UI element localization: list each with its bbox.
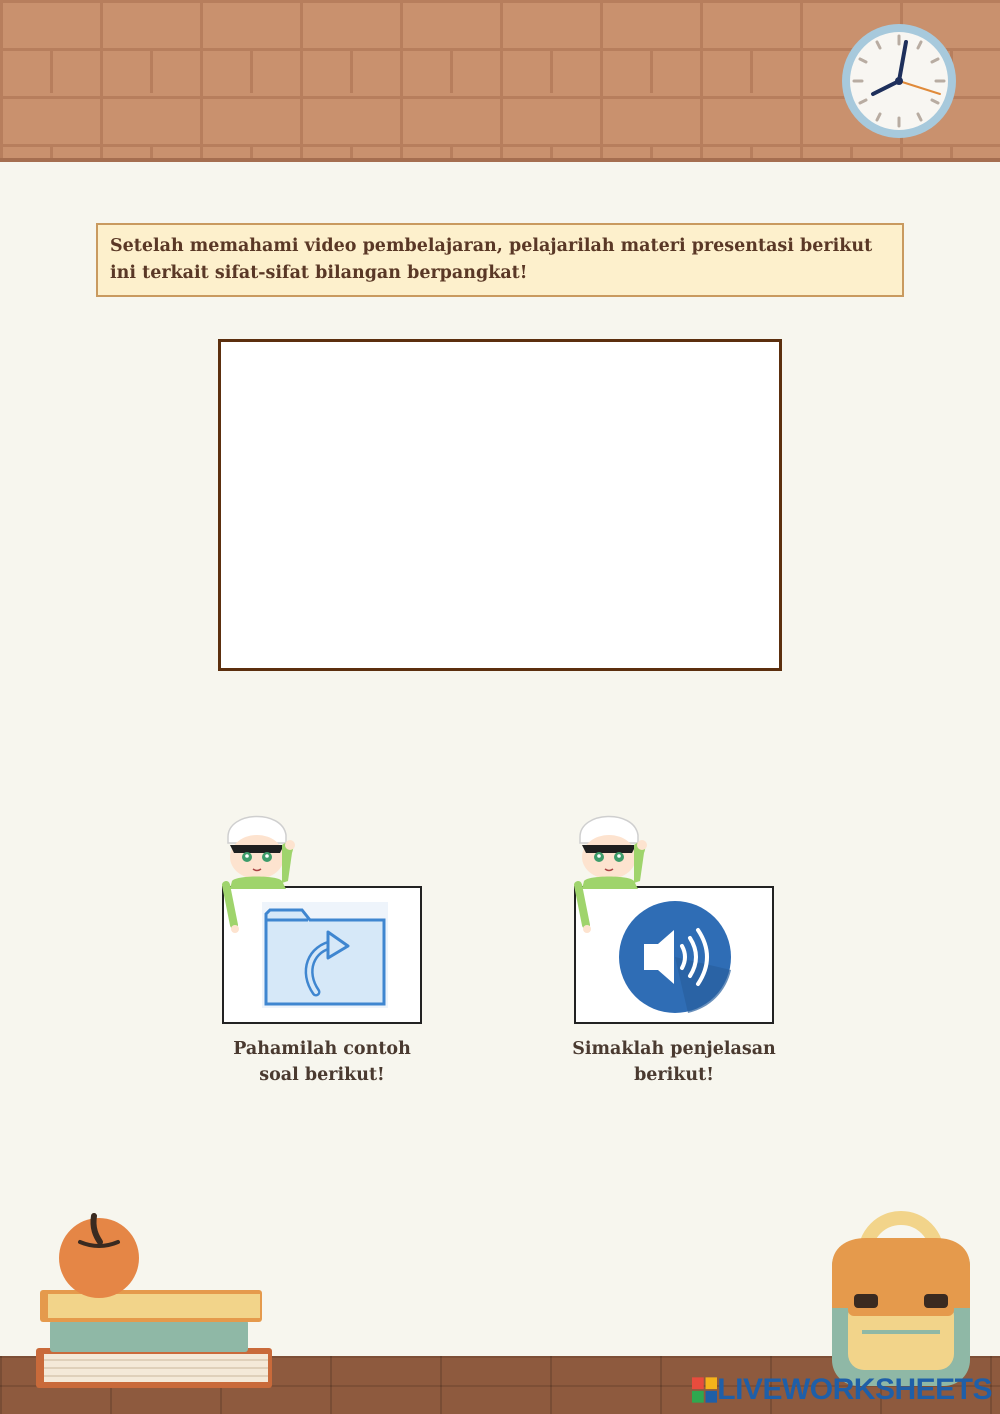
presentation-embed-frame[interactable] (218, 339, 782, 671)
boy-character-illustration (220, 805, 298, 935)
brick-row (0, 144, 1000, 162)
audio-explanation-card-group (570, 805, 790, 1115)
backpack-illustration (826, 1200, 976, 1390)
audio-explanation-caption: Simaklah penjelasan berikut! (572, 1039, 776, 1085)
watermark-text: LIVEWORKSHEETS (717, 1373, 992, 1406)
brick-wall-header (0, 0, 1000, 162)
wall-clock-icon (840, 22, 958, 140)
boy-character-illustration (572, 805, 650, 935)
example-problem-caption: Pahamilah contoh soal berikut! (233, 1039, 411, 1085)
instruction-box (96, 223, 904, 297)
liveworksheets-logo-icon (692, 1376, 717, 1404)
instruction-text: Setelah memahami video pembelajaran, pelajarilah materi presentasi berikut ini terkait sifat-sifat bilangan berpangkat! (110, 236, 873, 283)
example-problem-card-group (218, 805, 438, 1115)
liveworksheets-watermark (692, 1373, 992, 1407)
books-and-apple-illustration (30, 1208, 280, 1392)
